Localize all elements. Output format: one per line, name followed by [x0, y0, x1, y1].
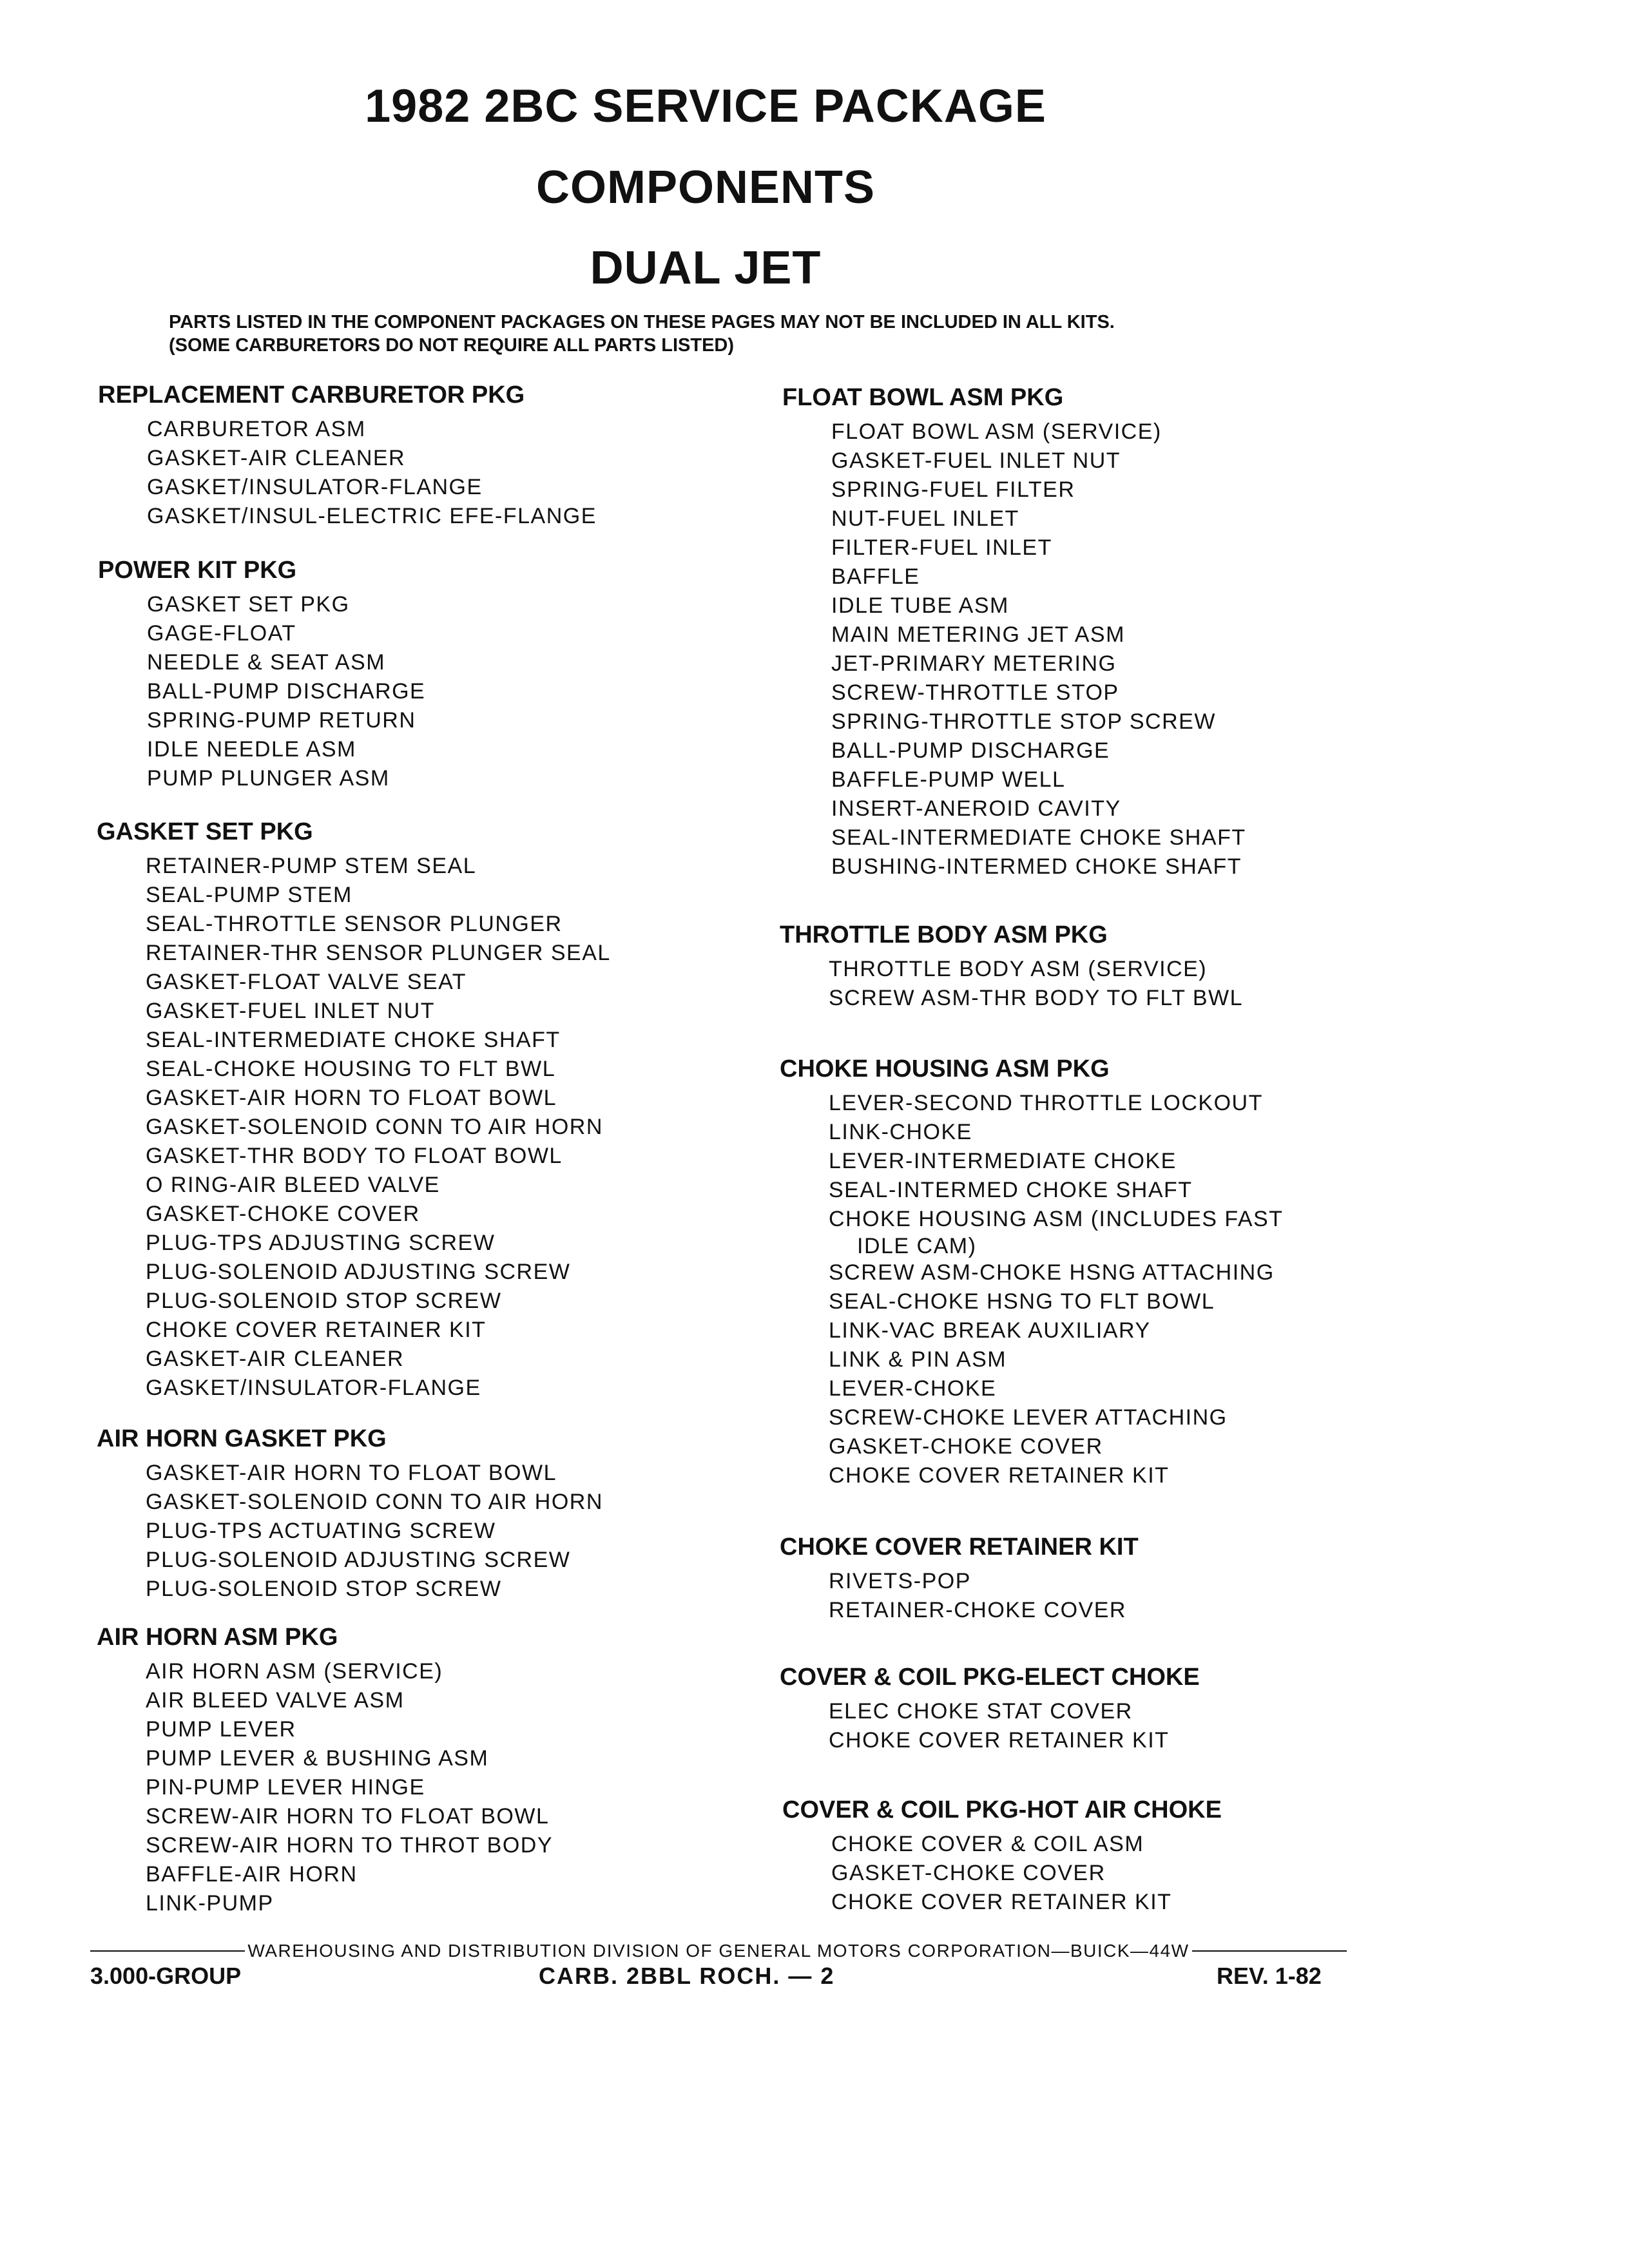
list-item: SPRING-FUEL FILTER: [831, 477, 1075, 502]
list-item: CARBURETOR ASM: [147, 417, 366, 441]
parts-list: [98, 590, 425, 793]
list-item: GASKET-SOLENOID CONN TO AIR HORN: [146, 1115, 603, 1139]
section-choke-cover-retainer-kit: [780, 1532, 1139, 1625]
list-item: GASKET-SOLENOID CONN TO AIR HORN: [146, 1490, 603, 1514]
section-title: CHOKE HOUSING ASM PKG: [780, 1055, 1110, 1082]
list-item: GASKET-AIR CLEANER: [146, 1347, 405, 1371]
list-item: PUMP PLUNGER ASM: [147, 766, 390, 791]
list-item: SEAL-THROTTLE SENSOR PLUNGER: [146, 912, 563, 936]
footer-division-text: WAREHOUSING AND DISTRIBUTION DIVISION OF GENERAL MOTORS CORPORATION—BUICK—44W: [247, 1941, 1190, 1961]
list-item: LINK & PIN ASM: [829, 1347, 1007, 1372]
list-item: SPRING-PUMP RETURN: [147, 708, 416, 733]
list-item: GASKET SET PKG: [147, 592, 350, 617]
footer-rule-left: [90, 1950, 245, 1952]
list-item: GASKET-CHOKE COVER: [831, 1861, 1106, 1885]
section-gasket-set-pkg: [97, 817, 611, 1403]
list-item: PLUG-TPS ADJUSTING SCREW: [146, 1231, 496, 1255]
list-item: NEEDLE & SEAT ASM: [147, 650, 386, 675]
list-item: LEVER-SECOND THROTTLE LOCKOUT: [829, 1091, 1263, 1115]
list-item: GASKET/INSULATOR-FLANGE: [146, 1376, 481, 1400]
list-item: BAFFLE: [831, 564, 920, 589]
list-item: NUT-FUEL INLET: [831, 506, 1019, 531]
parts-list: [97, 1459, 603, 1604]
list-item: SCREW-CHOKE LEVER ATTACHING: [829, 1405, 1228, 1430]
list-item: RETAINER-THR SENSOR PLUNGER SEAL: [146, 941, 611, 965]
list-item: PLUG-SOLENOID STOP SCREW: [146, 1289, 502, 1313]
section-float-bowl-asm-pkg: [782, 383, 1246, 881]
section-choke-housing-asm-pkg: [780, 1054, 1283, 1490]
list-item: CHOKE COVER RETAINER KIT: [829, 1463, 1170, 1488]
list-item: SCREW-THROTTLE STOP: [831, 680, 1119, 705]
page-title-line-1: 1982 2BC SERVICE PACKAGE: [365, 81, 1046, 132]
list-item: BUSHING-INTERMED CHOKE SHAFT: [831, 854, 1242, 879]
list-item: RETAINER-CHOKE COVER: [829, 1598, 1126, 1622]
section-throttle-body-asm-pkg: [780, 920, 1243, 1013]
section-title: POWER KIT PKG: [98, 557, 297, 584]
list-item: PLUG-SOLENOID ADJUSTING SCREW: [146, 1548, 571, 1572]
footer-carb-page: CARB. 2BBL ROCH. — 2: [539, 1963, 835, 1989]
list-item: GASKET-FUEL INLET NUT: [831, 448, 1121, 473]
list-item: SCREW-AIR HORN TO THROT BODY: [146, 1833, 554, 1858]
list-item: [829, 1205, 1283, 1258]
footer-division-line: [90, 1941, 1347, 1961]
section-title: CHOKE COVER RETAINER KIT: [780, 1533, 1139, 1561]
list-item: SCREW-AIR HORN TO FLOAT BOWL: [146, 1804, 550, 1829]
list-item: SCREW ASM-THR BODY TO FLT BWL: [829, 986, 1243, 1010]
list-item: IDLE TUBE ASM: [831, 593, 1009, 618]
page-title-line-2: COMPONENTS: [535, 162, 876, 213]
section-power-kit-pkg: [98, 555, 425, 793]
list-item: LINK-PUMP: [146, 1891, 274, 1916]
footer-revision: REV. 1-82: [1217, 1963, 1322, 1989]
list-item: JET-PRIMARY METERING: [831, 651, 1117, 676]
list-item: PLUG-TPS ACTUATING SCREW: [146, 1519, 496, 1543]
list-item: PIN-PUMP LEVER HINGE: [146, 1775, 425, 1800]
list-item: SEAL-CHOKE HSNG TO FLT BOWL: [829, 1289, 1215, 1314]
item-text: CHOKE HOUSING ASM (INCLUDES FAST: [829, 1207, 1284, 1231]
list-item: CHOKE COVER RETAINER KIT: [829, 1728, 1170, 1753]
list-item: LEVER-INTERMEDIATE CHOKE: [829, 1149, 1177, 1173]
list-item: GASKET-AIR CLEANER: [147, 446, 406, 470]
list-item: GASKET-AIR HORN TO FLOAT BOWL: [146, 1086, 557, 1110]
list-item: GASKET-THR BODY TO FLOAT BOWL: [146, 1144, 563, 1168]
notice-line-2: (SOME CARBURETORS DO NOT REQUIRE ALL PARTS LISTED): [169, 335, 735, 356]
list-item: GASKET-CHOKE COVER: [829, 1434, 1103, 1459]
list-item: LEVER-CHOKE: [829, 1376, 997, 1401]
section-title: FLOAT BOWL ASM PKG: [782, 384, 1064, 411]
list-item: CHOKE COVER RETAINER KIT: [831, 1890, 1172, 1914]
footer-group: 3.000-GROUP: [90, 1963, 242, 1989]
section-cover-coil-pkg-hot-air-choke: [782, 1795, 1222, 1917]
list-item: INSERT-ANEROID CAVITY: [831, 796, 1121, 821]
list-item: SEAL-INTERMEDIATE CHOKE SHAFT: [831, 825, 1246, 850]
list-item: PUMP LEVER & BUSHING ASM: [146, 1746, 489, 1771]
section-replacement-carburetor-pkg: [98, 380, 597, 531]
parts-list: [780, 1567, 1139, 1625]
list-item: SCREW ASM-CHOKE HSNG ATTACHING: [829, 1260, 1275, 1285]
section-title: COVER & COIL PKG-HOT AIR CHOKE: [782, 1796, 1222, 1823]
list-item: CHOKE COVER & COIL ASM: [831, 1832, 1144, 1856]
list-item: BAFFLE-AIR HORN: [146, 1862, 358, 1887]
section-title: REPLACEMENT CARBURETOR PKG: [98, 381, 525, 408]
section-air-horn-gasket-pkg: [97, 1424, 603, 1604]
list-item: THROTTLE BODY ASM (SERVICE): [829, 957, 1208, 981]
list-item: PLUG-SOLENOID ADJUSTING SCREW: [146, 1260, 571, 1284]
section-title: GASKET SET PKG: [97, 818, 313, 845]
item-text-continued: IDLE CAM): [857, 1234, 977, 1258]
list-item: CHOKE COVER RETAINER KIT: [146, 1318, 487, 1342]
list-item: MAIN METERING JET ASM: [831, 622, 1125, 647]
parts-list: [780, 1089, 1283, 1490]
section-title: AIR HORN ASM PKG: [97, 1624, 338, 1651]
list-item: AIR HORN ASM (SERVICE): [146, 1659, 443, 1684]
list-item: LINK-VAC BREAK AUXILIARY: [829, 1318, 1151, 1343]
list-item: BALL-PUMP DISCHARGE: [147, 679, 426, 704]
list-item: SEAL-INTERMED CHOKE SHAFT: [829, 1178, 1193, 1202]
section-air-horn-asm-pkg: [97, 1622, 553, 1918]
list-item: PUMP LEVER: [146, 1717, 296, 1742]
list-item: GASKET-FUEL INLET NUT: [146, 999, 436, 1023]
list-item: SEAL-PUMP STEM: [146, 883, 352, 907]
list-item: RETAINER-PUMP STEM SEAL: [146, 854, 477, 878]
list-item: GASKET/INSUL-ELECTRIC EFE-FLANGE: [147, 504, 597, 528]
parts-list: [782, 418, 1246, 881]
parts-list: [780, 955, 1243, 1013]
list-item: GASKET-CHOKE COVER: [146, 1202, 420, 1226]
list-item: RIVETS-POP: [829, 1569, 971, 1593]
page-title-line-3: DUAL JET: [590, 242, 822, 294]
list-item: SEAL-INTERMEDIATE CHOKE SHAFT: [146, 1028, 561, 1052]
list-item: PLUG-SOLENOID STOP SCREW: [146, 1577, 502, 1601]
section-title: COVER & COIL PKG-ELECT CHOKE: [780, 1664, 1200, 1691]
list-item: AIR BLEED VALVE ASM: [146, 1688, 405, 1713]
notice-line-1: PARTS LISTED IN THE COMPONENT PACKAGES ON THESE PAGES MAY NOT BE INCLUDED IN ALL KITS.: [169, 312, 1115, 332]
section-title: AIR HORN GASKET PKG: [97, 1425, 387, 1452]
section-cover-coil-pkg-elect-choke: [780, 1662, 1200, 1755]
list-item: ELEC CHOKE STAT COVER: [829, 1699, 1133, 1724]
footer-rule-right: [1192, 1950, 1347, 1952]
list-item: FILTER-FUEL INLET: [831, 535, 1052, 560]
list-item: BALL-PUMP DISCHARGE: [831, 738, 1110, 763]
parts-list: [98, 415, 597, 531]
list-item: FLOAT BOWL ASM (SERVICE): [831, 419, 1162, 444]
list-item: SPRING-THROTTLE STOP SCREW: [831, 709, 1216, 734]
parts-list: [780, 1697, 1200, 1755]
list-item: LINK-CHOKE: [829, 1120, 972, 1144]
section-title: THROTTLE BODY ASM PKG: [780, 921, 1108, 948]
list-item: BAFFLE-PUMP WELL: [831, 767, 1066, 792]
list-item: GASKET/INSULATOR-FLANGE: [147, 475, 483, 499]
list-item: SEAL-CHOKE HOUSING TO FLT BWL: [146, 1057, 556, 1081]
parts-list: [97, 1657, 553, 1918]
list-item: GASKET-AIR HORN TO FLOAT BOWL: [146, 1461, 557, 1485]
list-item: O RING-AIR BLEED VALVE: [146, 1173, 440, 1197]
list-item: IDLE NEEDLE ASM: [147, 737, 356, 762]
list-item: GAGE-FLOAT: [147, 621, 296, 646]
list-item: GASKET-FLOAT VALVE SEAT: [146, 970, 467, 994]
parts-list: [97, 852, 611, 1403]
parts-list: [782, 1830, 1222, 1917]
